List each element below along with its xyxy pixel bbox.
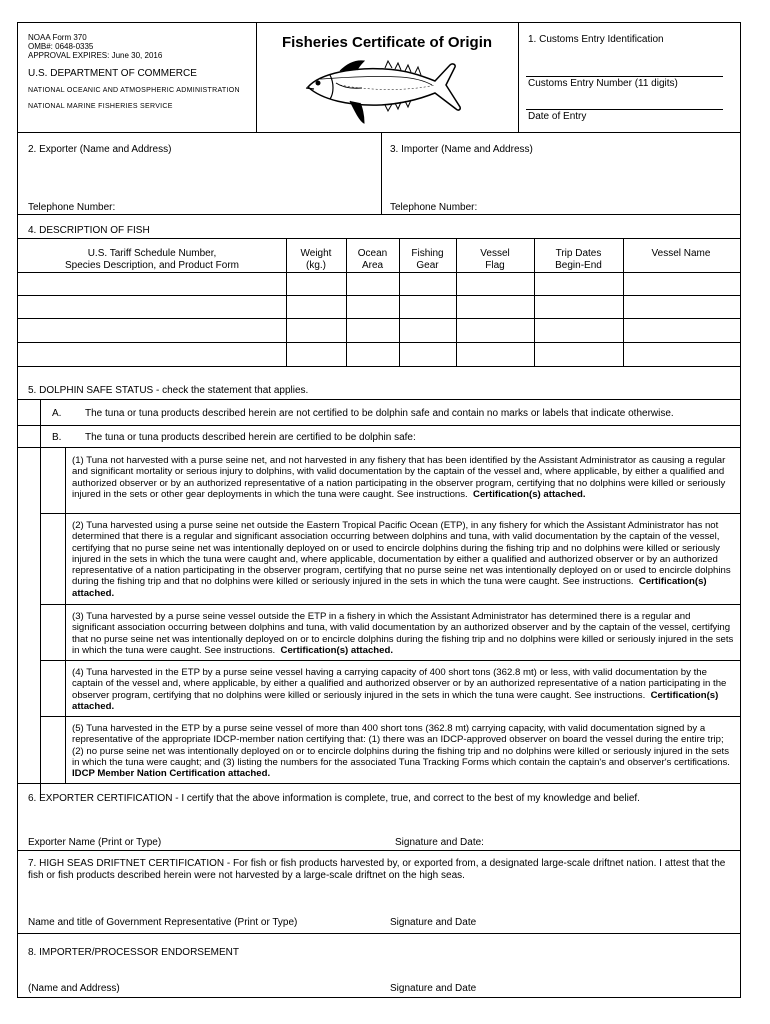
divider — [40, 716, 740, 717]
divider — [40, 513, 740, 514]
option-b-text: The tuna or tuna products described herein are certified to be dolphin safe: — [85, 432, 416, 443]
section4-heading: 4. DESCRIPTION OF FISH — [28, 225, 150, 236]
importer-label: 3. Importer (Name and Address) — [390, 144, 533, 155]
entry-date-label: Date of Entry — [528, 111, 587, 122]
option-b3-text: (3) Tuna harvested by a purse seine vessel outside the ETP in a fishery in which the Assistant Administrator has determined there is a regular and significant association occurring between dolphins and tuna, with valid documentation by an authorized observer and by the captain of the vessel, certifying that no purse seine net was intentionally deployed on or to encircle dolphins during the fishing trip and no dolphins were killed or seriously injured in the sets in which the tuna were caught. See instructions. Certification(s) attached. — [72, 611, 734, 656]
importer-signature-label: Signature and Date — [390, 983, 477, 994]
col-header-fishing-gear: Fishing Gear — [411, 248, 444, 271]
option-b1-text: (1) Tuna not harvested with a purse seine net, and not harvested in any fishery that has been identified by the Assistant Administrator as causing a regular and significant mortality or serious injury to dolphins, with valid documentation by the captain of the vessel and, where applicable, by either a qualified and authorized observer or by an authorized representative of a nation participating in the observer program, certifying that no dolphins were killed or seriously injured in the sets or other gear deployments in which the tuna were caught. See instructions. Certification(s) attached. — [72, 455, 726, 500]
divider — [17, 933, 740, 934]
table-row[interactable] — [17, 272, 740, 273]
section6-text: 6. EXPORTER CERTIFICATION - I certify that the above information is complete, true, and correct to the best of my knowledge and belief. — [28, 793, 640, 804]
importer-name-label: (Name and Address) — [28, 983, 120, 994]
customs-heading: 1. Customs Entry Identification — [528, 34, 664, 45]
divider — [17, 447, 740, 448]
checkbox-option-b1[interactable] — [41, 448, 65, 513]
checkbox-option-b[interactable] — [18, 426, 40, 447]
col-header-vessel-flag: Vessel Flag — [480, 248, 510, 271]
divider — [518, 22, 519, 132]
divider — [40, 604, 740, 605]
exporter-label: 2. Exporter (Name and Address) — [28, 144, 172, 155]
col-header-ocean-area: Ocean Area — [357, 248, 388, 271]
tuna-fish-icon — [300, 55, 470, 127]
table-row[interactable] — [17, 295, 740, 296]
form-border — [17, 22, 741, 998]
gov-rep-signature-label: Signature and Date — [390, 917, 477, 928]
table-col-divider — [534, 238, 535, 366]
option-b-letter: B. — [52, 432, 62, 443]
option-a-letter: A. — [52, 408, 62, 419]
section8-heading: 8. IMPORTER/PROCESSOR ENDORSEMENT — [28, 947, 239, 958]
checkbox-column-divider — [65, 447, 66, 783]
customs-number-line[interactable] — [526, 76, 723, 77]
entry-date-line[interactable] — [526, 109, 723, 110]
section7-text: 7. HIGH SEAS DRIFTNET CERTIFICATION - For fish or fish products harvested by, or exported from, a designated large-scale driftnet nation. I attest that the fish or fish products described herein were not harvested by a large-scale driftnet on the high seas. — [28, 858, 726, 881]
form-number: NOAA Form 370 — [28, 33, 87, 42]
divider — [17, 132, 740, 133]
option-b2-text: (2) Tuna harvested using a purse seine net outside the Eastern Tropical Pacific Ocean (ETP), in any fishery for which the Assistant Administrator has not determined that there is a regular and significant association occurring between dolphins and tuna, with valid documentation by the captain of the vessel, certifying that no purse seine net was intentionally deployed on or used to encircle dolphins during the fishing trip and no dolphins were killed or seriously injured in the sets in which the tuna were caught and, where applicable, documentation by either a qualified and authorized observer or by an authorized representative of a nation participating in the observer program, certifying that no purse seine net was intentionally deployed on or used to encircle dolphins during the fishing trip and that no dolphins were killed or seriously injured in the sets in which the tuna were caught. See instructions. Certification(s) attached. — [72, 520, 731, 599]
checkbox-option-b5[interactable] — [41, 717, 65, 783]
table-col-divider — [346, 238, 347, 366]
approval-expiry: APPROVAL EXPIRES: June 30, 2016 — [28, 51, 163, 60]
agency-subname: NATIONAL MARINE FISHERIES SERVICE — [28, 103, 173, 110]
table-col-divider — [623, 238, 624, 366]
divider — [17, 783, 740, 784]
checkbox-option-b3[interactable] — [41, 605, 65, 660]
exporter-signature-label: Signature and Date: — [395, 837, 484, 848]
table-row[interactable] — [17, 342, 740, 343]
divider — [17, 425, 740, 426]
divider — [17, 214, 740, 215]
table-col-divider — [286, 238, 287, 366]
page-title: Fisheries Certificate of Origin — [281, 34, 493, 51]
col-header-vessel-name: Vessel Name — [651, 248, 711, 259]
section5-heading: 5. DOLPHIN SAFE STATUS - check the statement that applies. — [28, 385, 309, 396]
checkbox-option-a[interactable] — [18, 400, 40, 425]
table-row[interactable] — [17, 366, 740, 367]
omb-number: OMB#: 0648-0335 — [28, 42, 94, 51]
table-col-divider — [399, 238, 400, 366]
col-header-tariff: U.S. Tariff Schedule Number, Species Description, and Product Form — [65, 248, 239, 271]
option-a-text: The tuna or tuna products described herein are not certified to be dolphin safe and contain no marks or labels that indicate otherwise. — [85, 408, 674, 419]
exporter-name-label: Exporter Name (Print or Type) — [28, 837, 162, 848]
customs-number-label: Customs Entry Number (11 digits) — [528, 78, 678, 89]
divider — [17, 238, 740, 239]
importer-phone-label: Telephone Number: — [390, 202, 478, 213]
divider — [40, 660, 740, 661]
divider — [381, 132, 382, 214]
department-name: U.S. DEPARTMENT OF COMMERCE — [28, 68, 197, 79]
col-header-trip-dates: Trip Dates Begin-End — [555, 248, 602, 271]
option-b5-text: (5) Tuna harvested in the ETP by a purse seine vessel of more than 400 short tons (362.8 mt) carrying capacity, with valid documentation signed by a representative of the appropriate IDCP-member nation certifying that: (1) there was an IDCP-approved observer on board the vessel during the entire trip; (2) no purse seine net was intentionally deployed on or to encircle dolphins during the fishing trip and no dolphins were killed or seriously injured in the sets in which the tuna were caught; and (3) listing the numbers for the associated Tuna Tracking Forms which contain the captain's and observer's certifications. IDCP Member Nation Certification attached. — [72, 723, 730, 780]
col-header-weight: Weight (kg.) — [300, 248, 332, 271]
divider — [17, 850, 740, 851]
table-col-divider — [456, 238, 457, 366]
agency-name: NATIONAL OCEANIC AND ATMOSPHERIC ADMINISTRATION — [28, 87, 240, 94]
checkbox-option-b2[interactable] — [41, 514, 65, 604]
exporter-phone-label: Telephone Number: — [28, 202, 116, 213]
option-b4-text: (4) Tuna harvested in the ETP by a purse seine vessel having a carrying capacity of 400 short tons (362.8 mt) or less, with valid documentation by the captain of the vessel and, where applicable, by either a qualified and authorized observer or by an authorized representative of a nation participating in the observer program, certifying that no dolphins were killed or seriously injured in the sets in which the tuna were caught. See instructions. Certification(s) attached. — [72, 667, 727, 712]
divider — [17, 399, 740, 400]
table-row[interactable] — [17, 318, 740, 319]
checkbox-option-b4[interactable] — [41, 661, 65, 716]
gov-rep-name-label: Name and title of Government Representative (Print or Type) — [28, 917, 298, 928]
